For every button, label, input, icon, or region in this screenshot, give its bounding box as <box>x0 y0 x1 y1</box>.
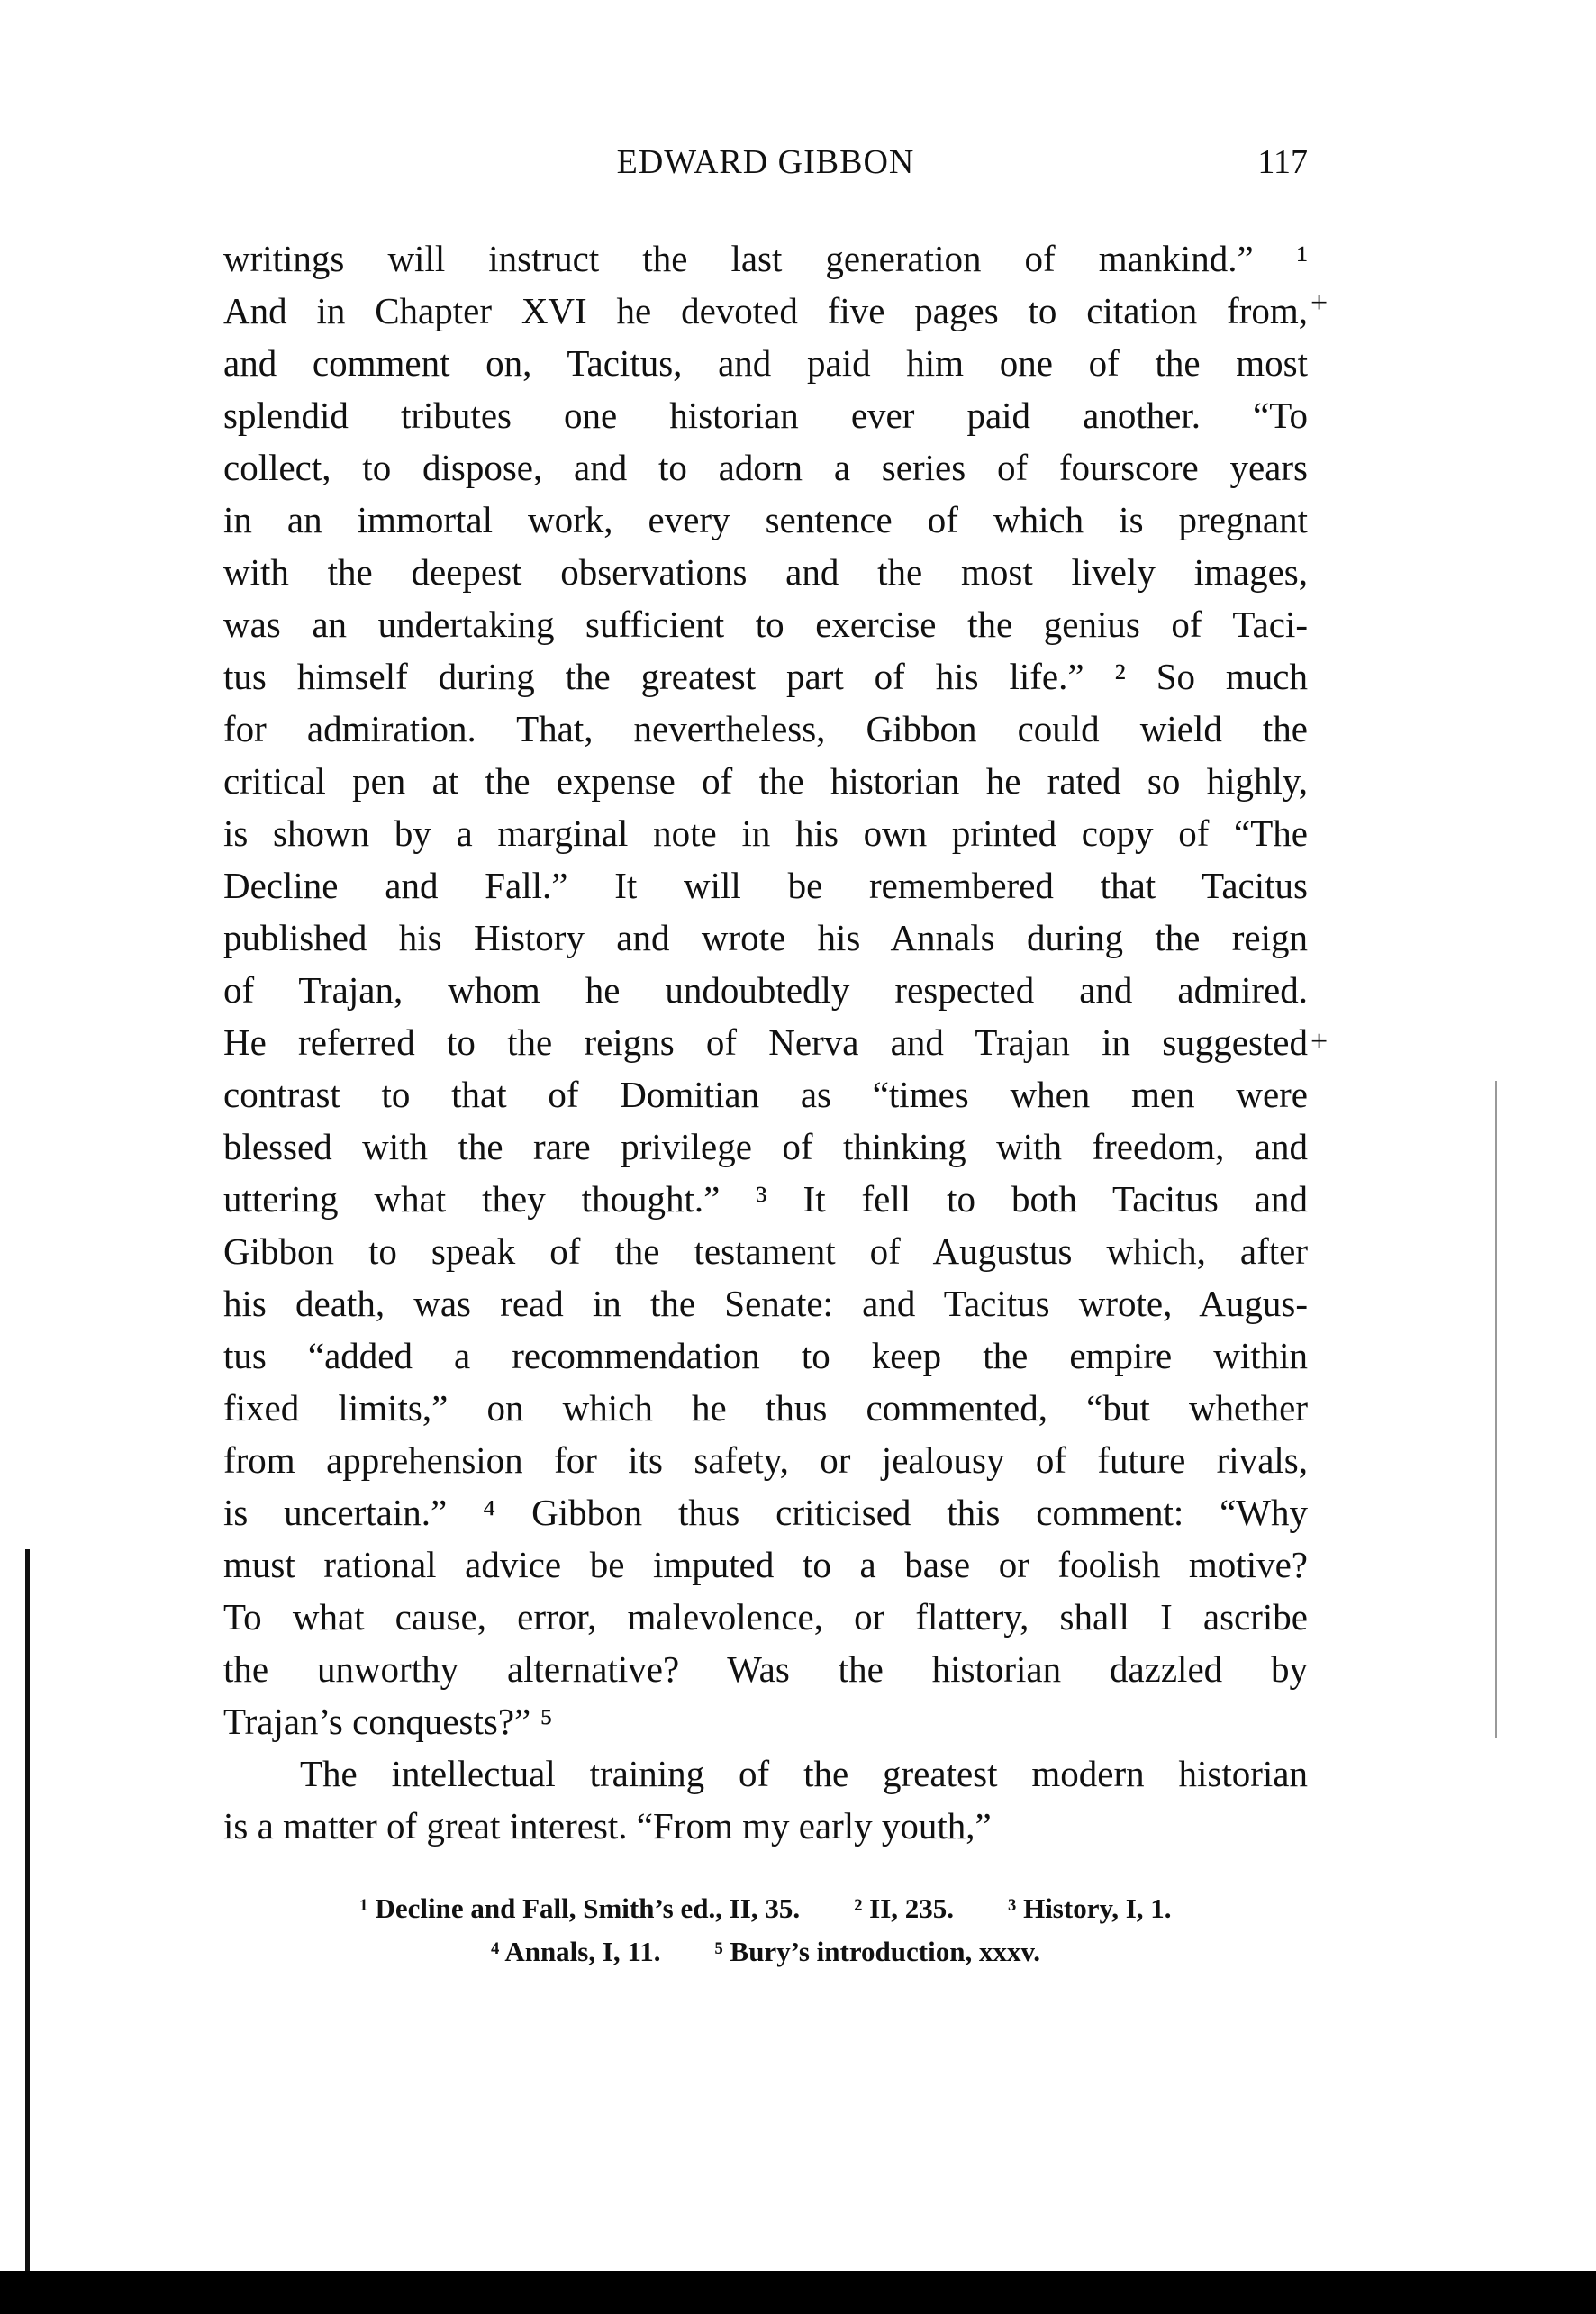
text-line: Decline and Fall.” It will be remembered that Tacitus <box>223 865 1308 906</box>
text-line: To what cause, error, malevolence, or flattery, shall I ascribe <box>223 1596 1308 1638</box>
text-line: for admiration. That, nevertheless, Gibbon could wield the <box>223 708 1308 749</box>
text-line: contrast to that of Domitian as “times when men were <box>223 1074 1308 1115</box>
footnote-row <box>223 1930 1308 1974</box>
scan-edge-shadow <box>25 1549 30 2288</box>
running-title: EDWARD GIBBON <box>616 143 915 181</box>
text-line: is uncertain.” ⁴ Gibbon thus criticised this comment: “Why <box>223 1492 1308 1533</box>
footnotes <box>223 1887 1308 1974</box>
page-header <box>223 142 1308 187</box>
text-line: with the deepest observations and the most lively images, <box>223 551 1308 593</box>
text-line: tus “added a recommendation to keep the empire within <box>223 1335 1308 1376</box>
margin-mark-icon: + <box>1310 286 1328 320</box>
footnote: ² II, 235. <box>854 1892 955 1924</box>
text-line: is shown by a marginal note in his own printed copy of “The <box>223 812 1308 854</box>
text-line: and comment on, Tacitus, and paid him one of the most <box>223 342 1308 384</box>
text-line: his death, was read in the Senate: and Tacitus wrote, Augus- <box>223 1283 1308 1324</box>
footnote: ⁵ Bury’s introduction, xxxv. <box>714 1936 1041 1967</box>
footnote: ³ History, I, 1. <box>1008 1892 1172 1924</box>
text-line: of Trajan, whom he undoubtedly respected and admired. <box>223 969 1308 1011</box>
text-line: must rational advice be imputed to a base or foolish motive? <box>223 1544 1308 1585</box>
text-line: Gibbon to speak of the testament of Augustus which, after <box>223 1230 1308 1272</box>
text-line: Trajan’s conquests?” ⁵ <box>223 1701 553 1742</box>
text-line: fixed limits,” on which he thus commented, “but whether <box>223 1387 1308 1429</box>
text-line: is a matter of great interest. “From my early youth,” <box>223 1805 992 1847</box>
footnote: ¹ Decline and Fall, Smith’s ed., II, 35. <box>359 1892 801 1924</box>
footnote-row <box>223 1887 1308 1930</box>
text-line: blessed with the rare privilege of thinking with freedom, and <box>223 1126 1308 1167</box>
text-line: was an undertaking sufficient to exercise the genius of Taci- <box>223 603 1308 645</box>
text-line: from apprehension for its safety, or jealousy of future rivals, <box>223 1439 1308 1481</box>
text-line: The intellectual training of the greatest modern historian <box>300 1753 1308 1794</box>
text-line: critical pen at the expense of the historian he rated so highly, <box>223 760 1308 802</box>
text-line: He referred to the reigns of Nerva and Trajan in suggested <box>223 1021 1308 1063</box>
text-line: And in Chapter XVI he devoted five pages to citation from, <box>223 290 1308 331</box>
text-line: collect, to dispose, and to adorn a series of fourscore years <box>223 447 1308 488</box>
margin-mark-icon: + <box>1310 1025 1328 1058</box>
page-number: 117 <box>1257 143 1308 181</box>
text-line: in an immortal work, every sentence of which is pregnant <box>223 499 1308 540</box>
text-line: uttering what they thought.” ³ It fell to both Tacitus and <box>223 1178 1308 1220</box>
text-line: tus himself during the greatest part of his life.” ² So much <box>223 656 1308 697</box>
text-line: splendid tributes one historian ever paid another. “To <box>223 395 1308 436</box>
scan-edge-line <box>1495 1081 1497 1738</box>
scan-bottom-border <box>0 2271 1596 2314</box>
footnote: ⁴ Annals, I, 11. <box>490 1936 661 1967</box>
body-text <box>223 232 1308 1852</box>
text-line: writings will instruct the last generation of mankind.” ¹ <box>223 238 1308 279</box>
text-line: the unworthy alternative? Was the historian dazzled by <box>223 1648 1308 1690</box>
text-line: published his History and wrote his Annals during the reign <box>223 917 1308 958</box>
